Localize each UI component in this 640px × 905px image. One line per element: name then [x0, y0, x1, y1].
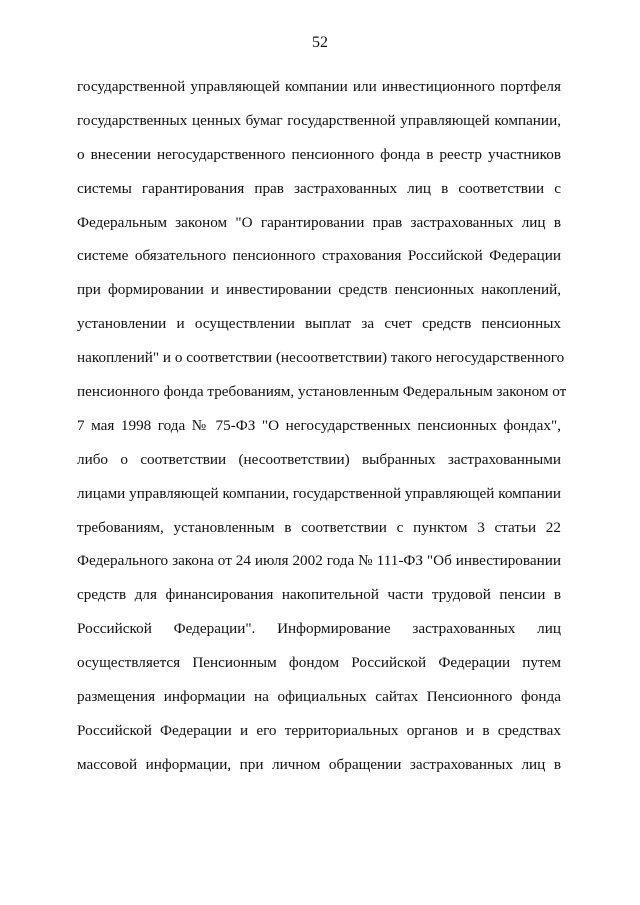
- text-line: осуществляется Пенсионным фондом Российской Федерации путем: [77, 654, 561, 672]
- text-line: государственных ценных бумаг государственной управляющей компании,: [77, 111, 561, 129]
- text-line: Федерального закона от 24 июля 2002 года № 111-ФЗ "Об инвестировании: [77, 552, 561, 570]
- text-line: массовой информации, при личном обращении застрахованных лиц в: [77, 755, 561, 773]
- text-line: накоплений" и о соответствии (несоответствии) такого негосударственного: [77, 349, 565, 367]
- text-line: средств для финансирования накопительной части трудовой пенсии в: [77, 586, 561, 604]
- page-number: 52: [312, 34, 328, 51]
- text-line: о внесении негосударственного пенсионного фонда в реестр участников: [77, 145, 561, 163]
- text-line: при формировании и инвестировании средств пенсионных накоплений,: [77, 281, 561, 299]
- body-text: [77, 70, 567, 782]
- text-line: размещения информации на официальных сайтах Пенсионного фонда: [77, 688, 561, 706]
- text-line: установлении и осуществлении выплат за счет средств пенсионных: [77, 315, 561, 333]
- text-line: лицами управляющей компании, государственной управляющей компании: [77, 484, 561, 502]
- text-line: государственной управляющей компании или инвестиционного портфеля: [77, 78, 561, 95]
- text-line: Российской Федерации и его территориальных органов и в средствах: [77, 721, 561, 739]
- text-line: 7 мая 1998 года № 75-ФЗ "О негосударственных пенсионных фондах",: [77, 416, 561, 434]
- text-line: Федеральным законом "О гарантировании прав застрахованных лиц в: [77, 213, 561, 231]
- text-line: Российской Федерации". Информирование застрахованных лиц: [77, 620, 561, 638]
- text-line: системы гарантирования прав застрахованных лиц в соответствии с: [77, 179, 561, 197]
- text-line: либо о соответствии (несоответствии) выбранных застрахованными: [77, 450, 561, 468]
- text-line: системе обязательного пенсионного страхования Российской Федерации: [77, 247, 561, 265]
- text-line: пенсионного фонда требованиям, установленным Федеральным законом от: [77, 383, 567, 401]
- text-line: требованиям, установленным в соответствии с пунктом 3 статьи 22: [77, 518, 561, 536]
